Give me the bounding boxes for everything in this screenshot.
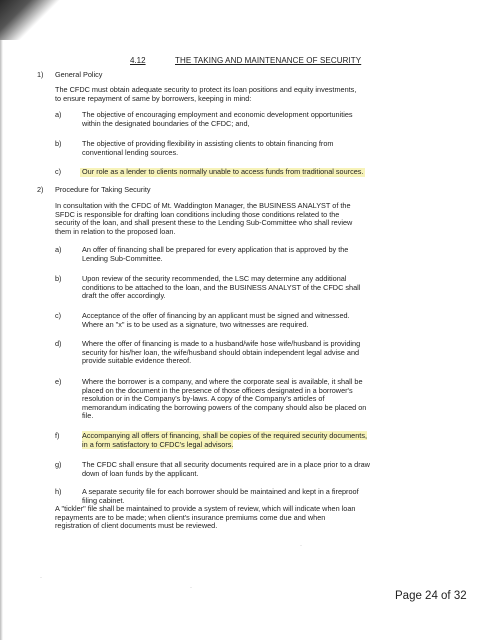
tickler-paragraph: [55, 505, 450, 531]
list-marker: c): [55, 311, 62, 320]
procedure-number: 2): [37, 185, 44, 194]
list-item: [82, 111, 450, 128]
highlighted-text: in a form satisfactory to CFDC's legal advisors.: [82, 439, 234, 449]
highlighted-text: Our role as a lender to clients normally unable to access funds from traditional sources.: [82, 167, 364, 176]
text-line: An offer of financing shall be prepared for every application that is approved by the: [82, 245, 349, 254]
text-line: security of the loan, and shall present these to the Lending Sub-Committee who shall review: [55, 218, 353, 228]
list-item: [82, 378, 450, 421]
text-line: resolution or in the Company's by-laws. A copy of the Company's articles of: [82, 394, 325, 404]
text-line: security for his/her loan, the wife/husband should obtain independent legal advise and: [82, 347, 360, 357]
text-line: repayments are to be made; when client's insurance premiums come due and when: [55, 512, 326, 522]
text-line: them in relation to the proposed loan.: [55, 226, 176, 236]
text-line: to ensure repayment of same by borrowers, keeping in mind:: [55, 93, 252, 103]
highlighted-text-line: [82, 441, 450, 450]
highlighted-text: Accompanying all offers of financing, shall be copies of the required security documents,: [82, 431, 368, 440]
list-item: [82, 340, 450, 366]
text-line: In consultation with the CFDC of Mt. Waddington Manager, the BUSINESS ANALYST of the: [55, 201, 351, 210]
text-line: conventional lending sources.: [82, 147, 179, 157]
section-number: 4.12: [130, 56, 146, 65]
list-marker: e): [55, 377, 62, 386]
list-item: [82, 432, 450, 449]
text-line: The objective of providing flexibility in assisting clients to obtain financing from: [82, 139, 334, 148]
text-line: Acceptance of the offer of financing by an applicant must be signed and witnessed.: [82, 311, 350, 320]
list-item: [82, 246, 450, 263]
list-marker: g): [55, 460, 62, 469]
text-line: Where the offer of financing is made to a husband/wife hose wife/husband is providing: [82, 339, 361, 348]
text-line: Upon review of the security recommended, the LSC may determine any additional: [82, 274, 347, 283]
general-policy-intro: [55, 86, 450, 103]
text-line: placed on the document in the presence of those officers designated in a borrower's: [82, 385, 353, 395]
text-line: draft the offer accordingly.: [82, 291, 166, 301]
page-number: Page 24 of 32: [395, 590, 467, 602]
list-marker: c): [55, 167, 62, 176]
list-marker: b): [55, 274, 62, 283]
text-line: The CFDC must obtain adequate security to protect its loan positions and equity investments,: [55, 85, 357, 94]
scan-speck: ·: [40, 575, 42, 581]
list-marker: a): [55, 110, 62, 119]
list-marker: h): [55, 487, 62, 496]
list-marker: f): [55, 431, 60, 440]
text-line: provide suitable evidence thereof.: [82, 356, 192, 366]
list-item: [82, 312, 450, 329]
text-line: Where the borrower is a company, and where the corporate seal is available, it shall be: [82, 377, 363, 386]
list-marker: b): [55, 139, 62, 148]
list-item: [82, 275, 450, 301]
list-marker: a): [55, 245, 62, 254]
scan-edge-shadow: [0, 40, 3, 640]
text-line: The CFDC shall ensure that all security documents required are in a place prior to a draw: [82, 460, 370, 469]
text-line: The objective of encouraging employment and economic development opportunities: [82, 110, 353, 119]
text-line: down of loan funds by the applicant.: [82, 468, 199, 478]
text-line: registration of client documents must be reviewed.: [55, 521, 218, 531]
general-policy-number: 1): [37, 70, 44, 79]
text-line: Where an "x" is to be used as a signature, two witnesses are required.: [82, 319, 309, 329]
text-line: filing cabinet.: [82, 495, 125, 505]
scan-speck: ·: [190, 585, 192, 591]
list-item: [82, 488, 450, 505]
text-line: within the designated boundaries of the CFDC; and,: [82, 118, 250, 128]
text-line: memorandum indicating the borrowing powers of the company should also be placed on: [82, 402, 367, 412]
text-line: Lending Sub-Committee.: [82, 253, 163, 263]
text-line: conditions to be attached to the loan, and the BUSINESS ANALYST of the CFDC shall: [82, 282, 361, 292]
general-policy-title: General Policy: [55, 70, 103, 79]
text-line: A "tickler" file shall be maintained to provide a system of review, which will indicate when loan: [55, 504, 356, 513]
text-line: file.: [82, 411, 94, 421]
section-title: THE TAKING AND MAINTENANCE OF SECURITY: [175, 56, 362, 65]
list-item: [82, 461, 450, 478]
list-item: [82, 140, 450, 157]
scan-corner-shadow: [0, 0, 60, 40]
text-line: A separate security file for each borrower should be maintained and kept in a fireproof: [82, 487, 359, 496]
scan-speck: ·: [300, 543, 302, 549]
list-marker: d): [55, 339, 62, 348]
procedure-title: Procedure for Taking Security: [55, 185, 151, 194]
procedure-intro: [55, 202, 450, 236]
text-line: SFDC is responsible for drafting loan conditions including those conditions related to the: [55, 209, 340, 219]
